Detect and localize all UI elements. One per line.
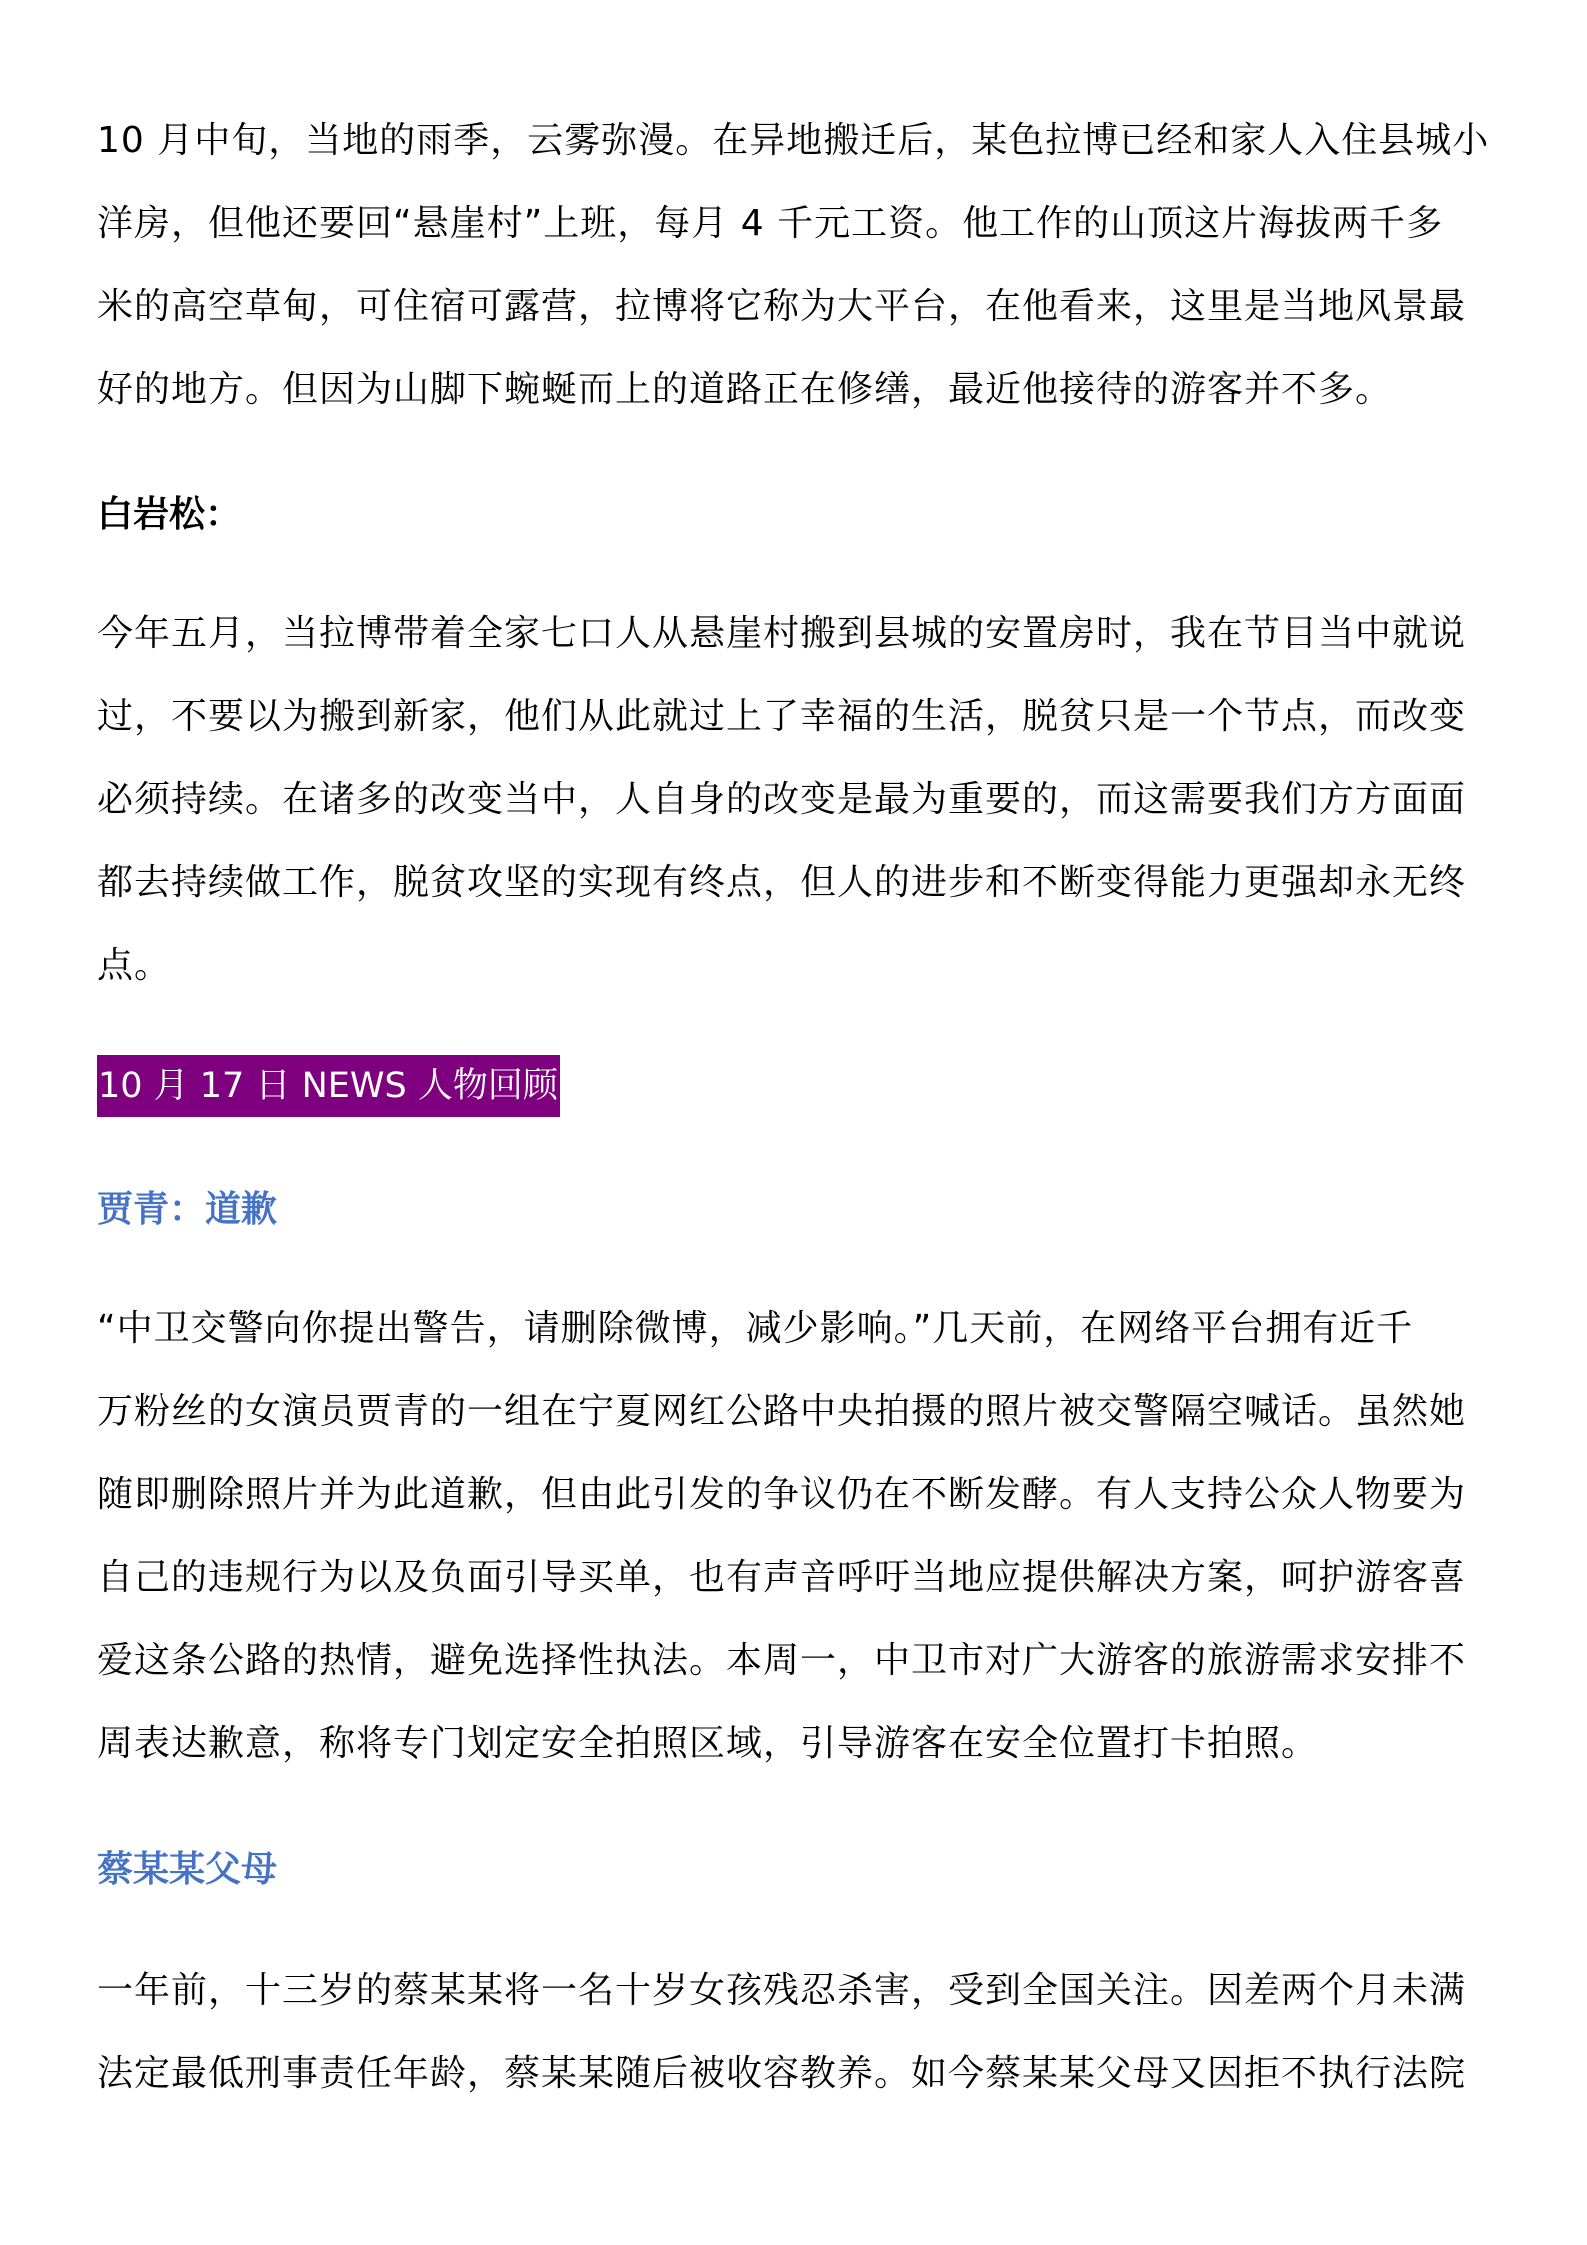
text-line: 今年五月，当拉博带着全家七口人从悬崖村搬到县城的安置房时，我在节目当中就说 [97, 613, 1467, 654]
paragraph-cliff-village [97, 99, 1497, 431]
text-line: 随即删除照片并为此道歉，但由此引发的争议仍在不断发酵。有人支持公众人物要为 [97, 1474, 1467, 1515]
text-line: 好的地方。但因为山脚下蜿蜒而上的道路正在修缮，最近他接待的游客并不多。 [97, 369, 1393, 410]
section-heading-cai-parents: 蔡某某父母 [97, 1849, 278, 1890]
paragraph-commentary [97, 592, 1497, 1007]
text-line: 点。 [97, 945, 172, 986]
text-line: 过，不要以为搬到新家，他们从此就过上了幸福的生活，脱贫只是一个节点，而改变 [97, 696, 1467, 737]
paragraph-cai-parents [97, 1949, 1497, 2115]
text-line: 洋房，但他还要回“悬崖村”上班，每月 4 千元工资。他工作的山顶这片海拔两千多 [97, 203, 1444, 244]
text-line: 米的高空草甸，可住宿可露营，拉博将它称为大平台，在他看来，这里是当地风景最 [97, 286, 1467, 327]
text-line: “中卫交警向你提出警告，请删除微博，减少影响。”几天前，在网络平台拥有近千 [97, 1308, 1414, 1349]
text-line: 一年前，十三岁的蔡某某将一名十岁女孩残忍杀害，受到全国关注。因差两个月未满 [97, 1970, 1467, 2011]
text-line: 爱这条公路的热情，避免选择性执法。本周一，中卫市对广大游客的旅游需求安排不 [97, 1640, 1467, 1681]
text-line: 都去持续做工作，脱贫攻坚的实现有终点，但人的进步和不断变得能力更强却永无终 [97, 862, 1467, 903]
paragraph-jia-qing [97, 1287, 1497, 1785]
section-heading-jia-qing: 贾青：道歉 [97, 1189, 278, 1230]
news-section-banner: 10 月 17 日 NEWS 人物回顾 [97, 1055, 560, 1117]
text-line: 必须持续。在诸多的改变当中，人自身的改变是最为重要的，而这需要我们方方面面 [97, 779, 1467, 820]
text-line: 自己的违规行为以及负面引导买单，也有声音呼吁当地应提供解决方案，呵护游客喜 [97, 1557, 1467, 1598]
text-line: 周表达歉意，称将专门划定安全拍照区域，引导游客在安全位置打卡拍照。 [97, 1723, 1319, 1764]
text-line: 法定最低刑事责任年龄，蔡某某随后被收容教养。如今蔡某某父母又因拒不执行法院 [97, 2053, 1467, 2094]
text-line: 万粉丝的女演员贾青的一组在宁夏网红公路中央拍摄的照片被交警隔空喊话。虽然她 [97, 1391, 1467, 1432]
text-line: 10 月中旬，当地的雨季，云雾弥漫。在异地搬迁后，某色拉博已经和家人入住县城小 [97, 120, 1490, 161]
speaker-heading: 白岩松： [97, 494, 242, 535]
